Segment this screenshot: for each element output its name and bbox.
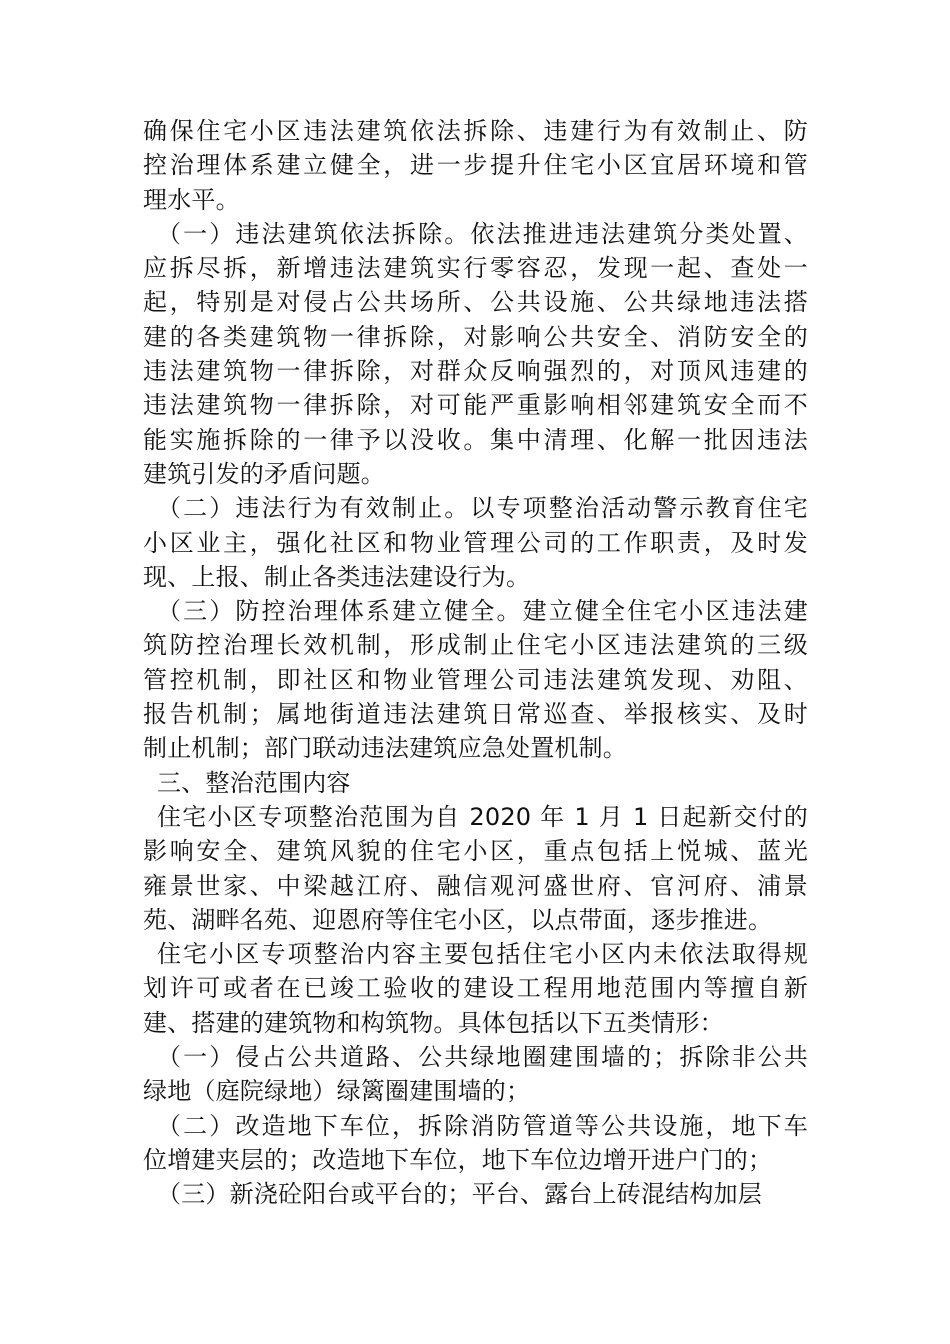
text-line: 违法建筑物一律拆除，对可能严重影响相邻建筑安全而不 (143, 391, 808, 420)
text-line: 划许可或者在已竣工验收的建设工程用地范围内等擅自新 (143, 974, 808, 1003)
text-line: （二）违法行为有效制止。以专项整治活动警示教育住宅 (157, 494, 808, 523)
text-line: （一）侵占公共道路、公共绿地圈建围墙的；拆除非公共 (157, 1043, 808, 1072)
text-line: 违法建筑物一律拆除，对群众反响强烈的，对顶风违建的 (143, 357, 808, 386)
text-line: 制止机制；部门联动违法建筑应急处置机制。 (143, 734, 627, 763)
text-line: 雍景世家、中梁越江府、融信观河盛世府、官河府、浦景 (143, 871, 808, 900)
text-line: （三）新浇砼阳台或平台的；平台、露台上砖混结构加层 (157, 1180, 762, 1209)
text-line: 管控机制，即社区和物业管理公司违法建筑发现、劝阻、 (143, 665, 808, 694)
text-line: 应拆尽拆，新增违法建筑实行零容忍，发现一起、查处一 (143, 254, 808, 283)
text-line: 确保住宅小区违法建筑依法拆除、违建行为有效制止、防 (143, 117, 808, 145)
text-line: 控治理体系建立健全，进一步提升住宅小区宜居环境和管 (143, 151, 808, 180)
text-line: 理水平。 (143, 185, 240, 214)
text-line: （一）违法建筑依法拆除。依法推进违法建筑分类处置、 (157, 219, 808, 248)
text-line: 起，特别是对侵占公共场所、公共设施、公共绿地违法搭 (143, 288, 808, 317)
text-line: 住宅小区专项整治内容主要包括住宅小区内未依法取得规 (157, 940, 808, 969)
text-line: 筑防控治理长效机制，形成制止住宅小区违法建筑的三级 (143, 631, 808, 660)
text-line: 能实施拆除的一律予以没收。集中清理、化解一批因违法 (143, 425, 808, 454)
text-line: 报告机制；属地街道违法建筑日常巡查、举报核实、及时 (143, 700, 808, 729)
text-line: 建、搭建的建筑物和构筑物。具体包括以下五类情形： (143, 1008, 724, 1037)
text-line: （三）防控治理体系建立健全。建立健全住宅小区违法建 (157, 597, 808, 626)
text-line: 建的各类建筑物一律拆除，对影响公共安全、消防安全的 (143, 322, 808, 351)
text-line: 建筑引发的矛盾问题。 (143, 459, 385, 488)
text-line: 住宅小区专项整治范围为自 2020 年 1 月 1 日起新交付的 (157, 802, 808, 831)
text-line: 绿地（庭院绿地）绿篱圈建围墙的； (143, 1077, 531, 1106)
text-line: 现、上报、制止各类违法建设行为。 (143, 562, 531, 591)
text-line: （二）改造地下车位，拆除消防管道等公共设施，地下车 (157, 1111, 808, 1140)
text-line: 小区业主，强化社区和物业管理公司的工作职责，及时发 (143, 528, 808, 557)
text-line: 影响安全、建筑风貌的住宅小区，重点包括上悦城、蓝光 (143, 837, 808, 866)
text-line: 苑、湖畔名苑、迎恩府等住宅小区，以点带面，逐步推进。 (143, 905, 773, 934)
text-line: 三、整治范围内容 (157, 768, 351, 797)
document-body (143, 114, 808, 1212)
text-line: 位增建夹层的；改造地下车位，地下车位边增开进户门的； (143, 1145, 773, 1174)
